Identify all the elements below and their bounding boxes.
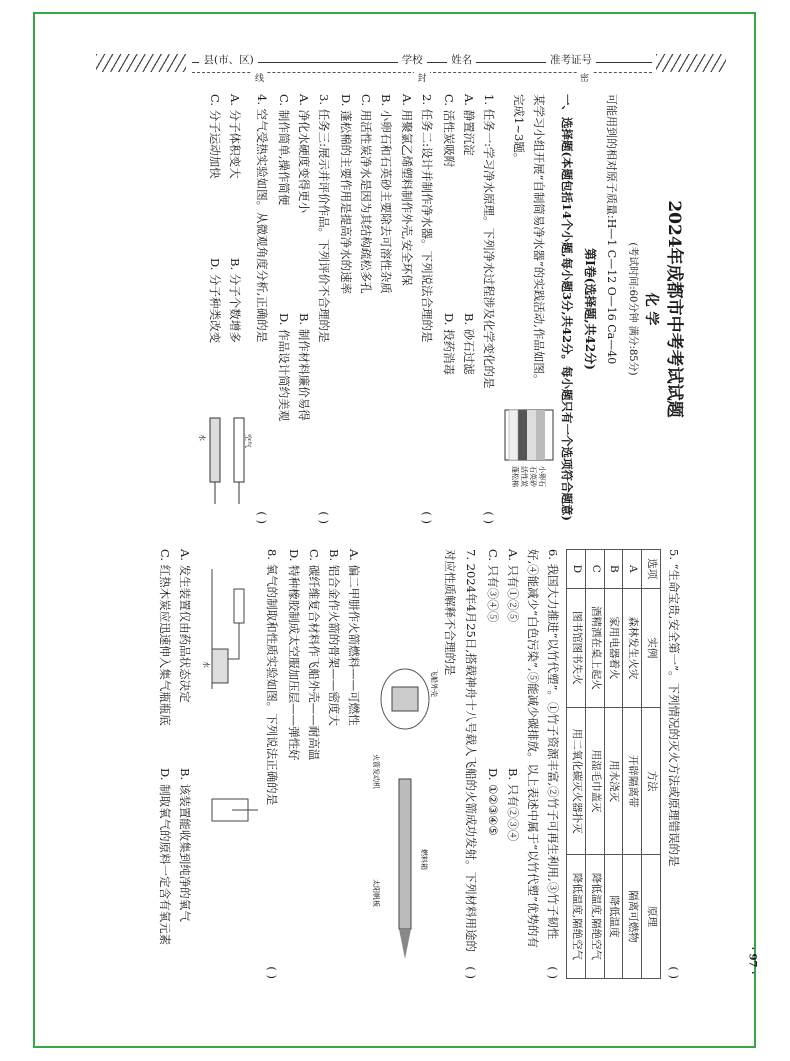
q5-cell: 家用电器着火 (604, 588, 623, 708)
oxygen-experiment-figure (202, 549, 262, 979)
q3-option-c[interactable]: C. 制作简单,操作简便 (276, 94, 291, 206)
q8-stem: 8. 氧气的制取和性质实验如图。下列说法正确的是 (264, 549, 279, 806)
question-5 (664, 549, 684, 979)
rocket-nose (399, 929, 411, 959)
question-6 (523, 549, 563, 979)
rocket-body (399, 779, 411, 929)
seal-line-header (96, 46, 726, 88)
q5-answer-paren[interactable]: ( ) (667, 966, 681, 979)
syringe-label-water: 水 (197, 434, 206, 441)
q7-answer-paren[interactable]: ( ) (463, 966, 478, 979)
oxygen-test-tube (234, 589, 244, 623)
seal-word-line: 线 (252, 71, 267, 84)
q5-cell: 图书馆图书失火 (567, 588, 586, 708)
table-row[interactable] (567, 550, 586, 979)
question-8 (262, 549, 282, 979)
q4-option-d[interactable]: D. 分子种类改变 (207, 258, 222, 344)
q5-cell: C (585, 550, 604, 589)
q4-block (198, 94, 252, 524)
q1-answer-paren[interactable]: ( ) (482, 511, 497, 524)
rocket-figure (370, 549, 440, 979)
q1-option-b[interactable]: B. 砂石过滤 (461, 313, 476, 375)
q4-answer-paren[interactable]: ( ) (254, 511, 269, 524)
q5-cell: 隔离可燃物 (623, 854, 642, 978)
seal-word-close: 密 (577, 71, 592, 84)
exam-no-blank (476, 50, 546, 63)
q5-cell: 降低温度,隔绝空气 (585, 854, 604, 978)
q5-cell: 森林发生火灾 (623, 588, 642, 708)
q5-cell: 酒精洒在桌上起火 (585, 588, 604, 708)
filter-layer-pebble (536, 410, 545, 460)
q5-cell: B (604, 550, 623, 589)
context-text: 某学习小组开展“自制简易净水器”的实践活动,作品如图。完成1~3题。 (512, 94, 547, 386)
q4-option-b[interactable]: B. 分子个数增多 (227, 258, 242, 343)
q7-option-d[interactable]: D. 特种橡胶制成太空服加压层——弹性好 (286, 549, 301, 761)
filter-layer-sand (527, 410, 536, 460)
q5-cell: 用水浇灭 (604, 708, 623, 855)
seal-hatch-right (656, 54, 726, 72)
seal-words (192, 71, 652, 84)
q4-option-c[interactable]: C. 分子运动加快 (207, 94, 222, 179)
student-info-row (192, 50, 652, 67)
exam-no-label: 准考证号 (550, 54, 593, 66)
q2-option-b[interactable]: B. 小卵石和石英砂主要除去可溶性杂质 (379, 94, 394, 294)
question-7 (440, 549, 480, 979)
q3-answer-paren[interactable]: ( ) (317, 511, 332, 524)
q3-stem: 3. 任务三:展示并评价作品。下列评价不合理的是 (317, 94, 332, 343)
rocket-label-engine: 火箭发动机 (372, 754, 381, 789)
q7-option-b[interactable]: B. 铝合金作火箭的骨架——密度大 (327, 549, 342, 726)
filter-label-cotton: 蓬松棉 (511, 466, 520, 487)
question-1 (479, 94, 499, 524)
q1-stem: 1. 任务一:学习净水原理。下列净水过程涉及化学变化的是 (482, 94, 497, 389)
rocket-label-tank: 燃料箱 (420, 849, 429, 870)
q5-cell: D (567, 550, 586, 589)
q1-options (439, 94, 479, 524)
q2-answer-paren[interactable]: ( ) (419, 511, 434, 524)
q3-options (274, 94, 314, 524)
filter-label-sand: 石英砂 (529, 466, 538, 487)
q5-cell: 开辟隔离带 (623, 708, 642, 855)
q5-cell: 用二氧化碳灭火器扑灭 (567, 708, 586, 855)
q6-option-c[interactable]: C. 只有③④⑤ (485, 549, 500, 623)
q3-option-d[interactable]: D. 作品设计简约美观 (276, 313, 291, 422)
seal-word-seal: 封 (414, 71, 429, 84)
rocket-label-solar: 太阳帆板 (372, 879, 381, 907)
filter-layer-carbon (518, 410, 527, 460)
section1-instruction: 一、选择题(本题包括14个小题,每小题3分,共42分。每小题只有一个选项符合题意) (560, 94, 575, 521)
q5-th-example: 实例 (642, 588, 661, 708)
volume-label: 第Ⅰ卷(选择题,共42分) (583, 248, 598, 370)
exam-meta: (考试时间:60分钟 满分:85分) (626, 242, 638, 376)
q8-option-d[interactable]: D. 制取氧气的原料一定含有氧元素 (158, 768, 173, 946)
q7-option-c[interactable]: C. 碳纤维复合材料作飞船外壳——耐高温 (307, 549, 321, 761)
q2-option-d[interactable]: D. 蓬松棉的主要作用是提高净水的速率 (339, 94, 354, 295)
atomic-masses: 可能用到的相对原子质量:H—1 C—12 O—16 Ca—40 (605, 94, 619, 365)
exam-no-field (596, 50, 652, 63)
question-2 (417, 94, 437, 524)
q5-cell: A (623, 550, 642, 589)
county-blank (192, 50, 199, 63)
syringe-figure (198, 414, 252, 524)
q8-option-a[interactable]: A. 发生装置仅由药品状态决定 (178, 549, 193, 703)
question-4 (252, 94, 272, 524)
q4-options (204, 94, 244, 414)
table-row[interactable] (585, 550, 604, 979)
q6-stem: 6. 我国大力推进“以竹代塑”。①竹子资源丰富,②竹子可再生利用,③竹子韧性好,④能减少“白色污染”,⑤能减少碳排放。以上表述中属于“以竹代塑”优势的有 (526, 549, 561, 948)
table-row[interactable] (604, 550, 623, 979)
seal-hatch-left (96, 54, 186, 72)
syringe-water-barrel (210, 418, 220, 482)
q5-cell: 降低温度 (604, 854, 623, 978)
page-number: · 97 · (746, 946, 758, 975)
name-label: 姓名 (451, 54, 473, 66)
q2-option-a[interactable]: A. 用聚氯乙烯塑料制作外壳,安全环保 (399, 94, 414, 286)
q5-th-principle: 原理 (642, 854, 661, 978)
q1-option-d[interactable]: D. 投药消毒 (441, 313, 456, 376)
exam-page (46, 24, 746, 1034)
q5-th-method: 方法 (642, 708, 661, 855)
filter-label-carbon: 活性炭 (520, 466, 529, 487)
q5-table (566, 549, 661, 979)
q8-option-b[interactable]: B. 该装置能收集到纯净的氧气 (178, 768, 193, 922)
q5-table-header (642, 550, 661, 979)
rotated-content (86, 94, 686, 994)
filter-label-pebble: 小卵石 (538, 466, 547, 487)
q6-option-b[interactable]: B. 只有②③④ (505, 768, 520, 842)
q6-option-d[interactable]: D. ①②③④⑤ (485, 768, 500, 836)
q1-option-a[interactable]: A. 静置沉淀 (461, 94, 476, 156)
q3-option-b[interactable]: B. 制作材料廉价易得 (296, 313, 311, 421)
q4-option-a[interactable]: A. 分子体积变大 (227, 94, 242, 179)
name-blank (427, 50, 448, 63)
q5-stem: 5. “生命宝贵,安全第一”。下列情况的灭火方法或原理错误的是 (667, 549, 681, 867)
q7-stem: 7. 2024年4月25日,搭载神舟十八号载人飞船的火箭成功发射。下列材料用途的对应性质解释不合理的是 (443, 549, 478, 952)
q6-options (483, 549, 523, 979)
water-filter-figure (501, 404, 557, 524)
oxygen-label-water: 水 (201, 661, 210, 668)
q5-th-option: 选项 (642, 550, 661, 589)
rocket-label-shell: 飞船外壳 (430, 669, 439, 697)
q3-option-a[interactable]: A. 净化水硬度变得更小 (296, 94, 311, 214)
q6-option-a[interactable]: A. 只有①②⑤ (505, 549, 520, 623)
county-label: 县(市、区) (203, 54, 254, 66)
q2-stem: 2. 任务二:设计并制作净水器。下列说法合理的是 (419, 94, 434, 343)
table-row[interactable] (623, 550, 642, 979)
exam-title: 2024年成都市中考考试试题 (664, 200, 684, 418)
q4-stem: 4. 空气受热实验如图。从微观角度分析,正确的是 (254, 94, 269, 343)
filter-layer-cotton (509, 410, 518, 460)
q5-cell: 用湿毛巾盖灭 (585, 708, 604, 855)
oxygen-water-trough (212, 649, 228, 683)
school-blank (258, 50, 398, 63)
q1-option-c[interactable]: C. 活性炭吸附 (441, 94, 456, 168)
left-column (86, 94, 686, 524)
q5-cell: 降低温度,隔绝空气 (567, 854, 586, 978)
syringe-air-barrel (234, 418, 244, 482)
q6-answer-paren[interactable]: ( ) (546, 966, 561, 979)
q8-options (155, 549, 195, 979)
question-3 (314, 94, 334, 524)
q2-option-c[interactable]: C. 用活性炭净水是因为其结构疏松多孔 (359, 94, 374, 294)
school-label: 学校 (401, 54, 423, 66)
q7-option-a[interactable]: A. 偏二甲肼作火箭燃料——可燃性 (347, 549, 362, 726)
q8-answer-paren[interactable]: ( ) (264, 966, 279, 979)
rocket-capsule (392, 687, 418, 711)
right-column (86, 549, 686, 979)
q8-option-c[interactable]: C. 红热木炭应迅速伸入集气瓶瓶底 (158, 549, 173, 726)
exam-subject: 化 学 (643, 292, 660, 326)
context-block (501, 94, 557, 524)
syringe-label-air: 空气 (243, 434, 252, 448)
